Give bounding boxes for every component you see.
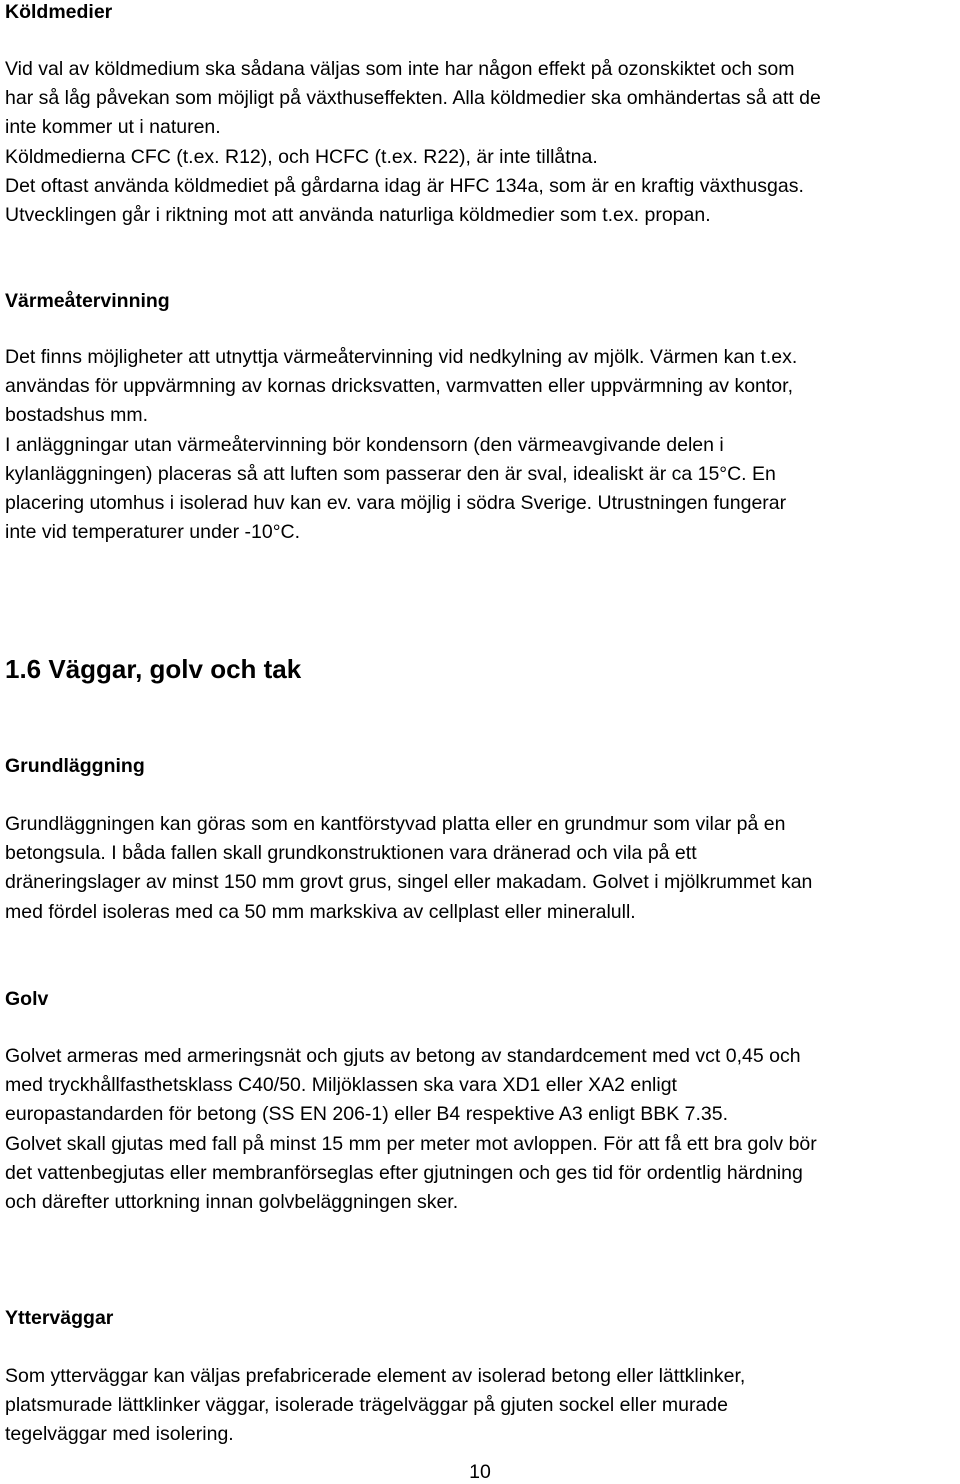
text-line: Golvet skall gjutas med fall på minst 15 mm per meter mot avloppen. För att få ett bra golv bör [5, 1132, 817, 1155]
paragraph-grundlaggning [5, 810, 955, 927]
text-line: Golvet armeras med armeringsnät och gjuts av betong av standardcement med vct 0,45 och [5, 1045, 801, 1067]
heading-grundlaggning: Grundläggning [5, 755, 145, 777]
text-line: inte vid temperaturer under -10°C. [5, 521, 301, 544]
text-line: Grundläggningen kan göras som en kantförstyvad platta eller en grundmur som vilar på en [5, 813, 786, 835]
text-line: Det oftast använda köldmediet på gårdarna idag är HFC 134a, som är en kraftig växthusgas. [5, 174, 804, 197]
text-line: inte kommer ut i naturen. [5, 116, 221, 139]
text-line: Köldmedierna CFC (t.ex. R12), och HCFC (t.ex. R22), är inte tillåtna. [5, 145, 598, 168]
text-line: har så låg påvekan som möjligt på växthuseffekten. Alla köldmedier ska omhändertas så att de [5, 87, 821, 110]
heading-varmeatervinning: Värmeåtervinning [5, 290, 170, 312]
text-line: betongsula. I båda fallen skall grundkonstruktionen vara dränerad och vila på ett [5, 842, 697, 865]
text-line: europastandarden för betong (SS EN 206-1) eller B4 respektive A3 enligt BBK 7.35. [5, 1103, 729, 1126]
paragraph-golv [5, 1042, 955, 1217]
text-line: placering utomhus i isolerad huv kan ev. vara möjlig i södra Sverige. Utrustningen fungerar [5, 492, 787, 515]
text-line: Vid val av köldmedium ska sådana väljas som inte har någon effekt på ozonskiktet och som [5, 58, 795, 80]
heading-koldmedier: Köldmedier [5, 1, 113, 23]
text-line: användas för uppvärmning av kornas dricksvatten, varmvatten eller uppvärmning av kontor, [5, 375, 793, 398]
text-line: Det finns möjligheter att utnyttja värmeåtervinning vid nedkylning av mjölk. Värmen kan t.ex. [5, 346, 798, 368]
text-line: kylanläggningen) placeras så att luften som passerar den är sval, idealiskt är ca 15°C. En [5, 462, 776, 485]
text-line: I anläggningar utan värmeåtervinning bör kondensorn (den värmeavgivande delen i [5, 433, 724, 456]
text-line: platsmurade lättklinker väggar, isolerade trägelväggar på gjuten sockel eller murade [5, 1394, 728, 1417]
text-line: tegelväggar med isolering. [5, 1423, 234, 1446]
chapter-heading: 1.6 Väggar, golv och tak [5, 654, 302, 684]
heading-ytterväggar: Ytterväggar [5, 1307, 114, 1329]
text-line: med fördel isoleras med ca 50 mm markskiva av cellplast eller mineralull. [5, 900, 636, 923]
text-line: det vattenbegjutas eller membranförseglas efter gjutningen och ges tid för ordentlig härdning [5, 1161, 803, 1184]
text-line: med tryckhållfasthetsklass C40/50. Miljöklassen ska vara XD1 eller XA2 enligt [5, 1074, 677, 1097]
text-line: dräneringslager av minst 150 mm grovt grus, singel eller makadam. Golvet i mjölkrummet kan [5, 871, 813, 894]
text-line: Utvecklingen går i riktning mot att använda naturliga köldmedier som t.ex. propan. [5, 204, 711, 227]
page-number: 10 [469, 1461, 491, 1483]
text-line: bostadshus mm. [5, 404, 149, 427]
paragraph-varmeatervinning [5, 343, 955, 547]
paragraph-ytterväggar [5, 1362, 955, 1450]
text-line: Som ytterväggar kan väljas prefabricerade element av isolerad betong eller lättklinker, [5, 1365, 746, 1387]
heading-golv: Golv [5, 988, 49, 1010]
paragraph-koldmedier [5, 55, 955, 230]
text-line: och därefter uttorkning innan golvbeläggningen sker. [5, 1191, 459, 1214]
